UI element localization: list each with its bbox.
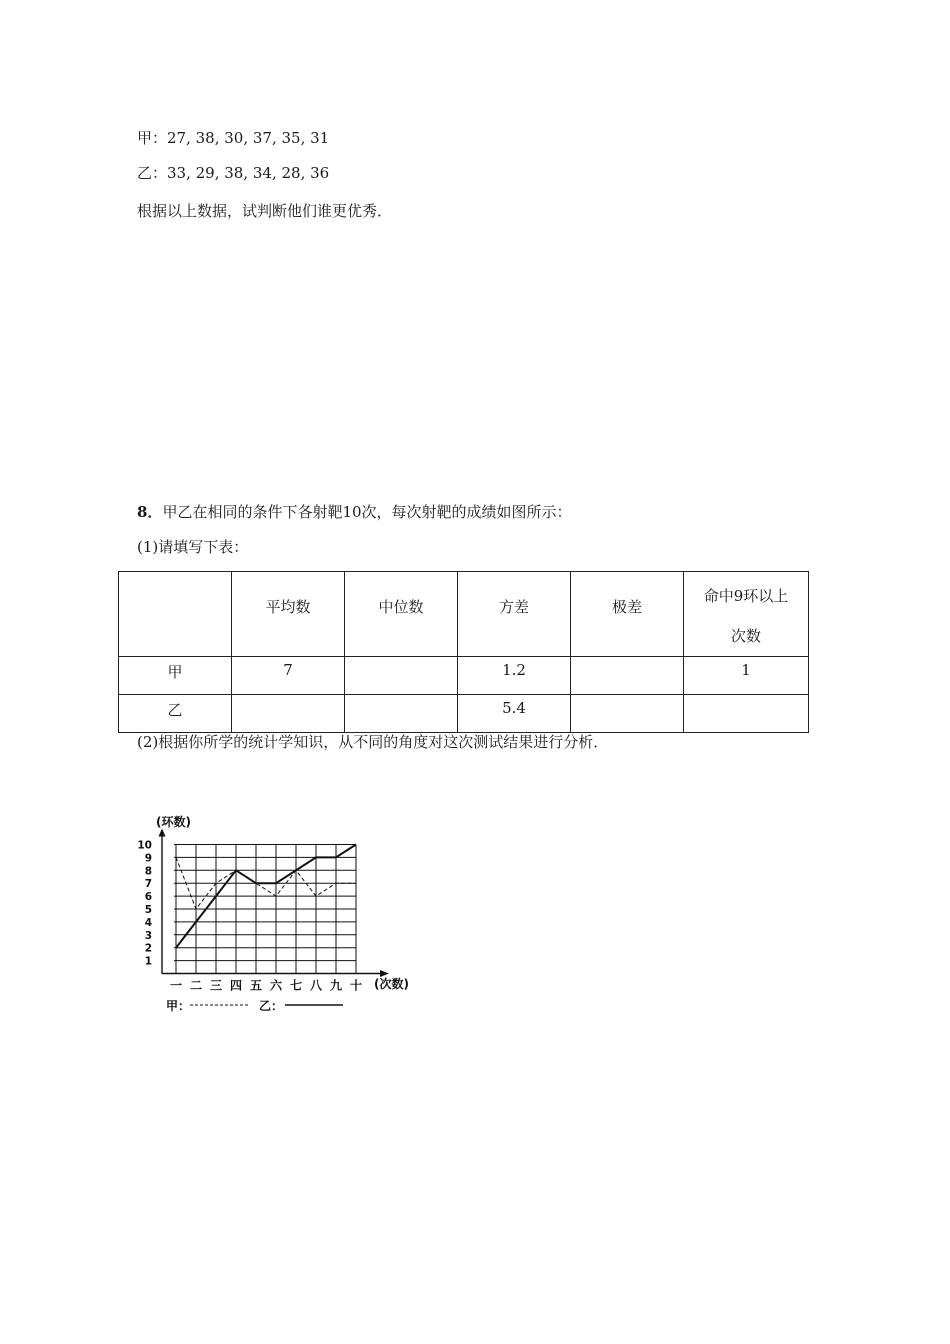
chart-legend xyxy=(166,999,343,1013)
row-name: 甲 xyxy=(119,657,232,695)
x-tick-label: 二 xyxy=(189,978,203,993)
y-tick-label: 4 xyxy=(144,916,152,929)
question-8-number: 8． xyxy=(137,503,163,521)
x-tick-label: 三 xyxy=(209,978,223,993)
cell-hits[interactable] xyxy=(684,695,809,733)
y-tick-label: 3 xyxy=(144,929,152,942)
x-tick-labels xyxy=(170,978,362,993)
header-variance: 方差 xyxy=(458,572,571,657)
cell-mean[interactable] xyxy=(232,695,345,733)
question-8 xyxy=(137,502,572,522)
y-tick-label: 8 xyxy=(144,865,152,878)
y-tick-label: 2 xyxy=(144,942,152,955)
legend-yi-label: 乙： xyxy=(259,999,284,1013)
y-axis-arrow xyxy=(159,829,166,837)
y-axis-label: (环数) xyxy=(156,815,191,829)
y-tick-label: 9 xyxy=(144,852,152,865)
x-tick-label: 四 xyxy=(229,978,243,993)
x-tick-label: 一 xyxy=(169,978,183,993)
y-tick-label: 6 xyxy=(144,891,152,904)
header-range: 极差 xyxy=(571,572,684,657)
statistics-table xyxy=(118,571,809,733)
header-hits-line1: 命中9环以上 xyxy=(703,587,789,605)
x-tick-label: 八 xyxy=(309,978,323,993)
header-hits-line2: 次数 xyxy=(730,627,761,645)
table-header-row xyxy=(119,572,809,657)
y-tick-labels xyxy=(137,840,152,968)
cell-variance[interactable]: 5.4 xyxy=(458,695,571,733)
cell-range[interactable] xyxy=(571,657,684,695)
row-name: 乙 xyxy=(119,695,232,733)
table-row xyxy=(119,657,809,695)
y-tick-label: 7 xyxy=(144,878,152,891)
x-tick-label: 十 xyxy=(349,978,363,993)
shooting-scores-chart xyxy=(137,808,430,1023)
yi-scores-line: 乙：33, 29, 38, 34, 28, 36 xyxy=(137,164,330,182)
x-tick-label: 六 xyxy=(269,978,283,993)
cell-median[interactable] xyxy=(345,657,458,695)
header-hits xyxy=(684,572,809,657)
chart-grid xyxy=(174,845,356,974)
x-tick-label: 五 xyxy=(249,978,263,993)
question-8-part-1: (1)请填写下表： xyxy=(137,538,249,556)
question-8-part-2: (2)根据你所学的统计学知识，从不同的角度对这次测试结果进行分析． xyxy=(137,733,609,751)
header-empty xyxy=(119,572,232,657)
cell-hits[interactable]: 1 xyxy=(684,657,809,695)
header-mean: 平均数 xyxy=(232,572,345,657)
question-8-text: 甲乙在相同的条件下各射靶10次，每次射靶的成绩如图所示： xyxy=(162,503,572,521)
y-tick-label: 5 xyxy=(144,904,152,916)
legend-jia-label: 甲： xyxy=(166,999,191,1013)
jia-scores-line: 甲：27, 38, 30, 37, 35, 31 xyxy=(137,129,330,147)
x-tick-label: 九 xyxy=(329,978,343,993)
cell-mean[interactable]: 7 xyxy=(232,657,345,695)
cell-range[interactable] xyxy=(571,695,684,733)
header-median: 中位数 xyxy=(345,572,458,657)
judge-question: 根据以上数据，试判断他们谁更优秀． xyxy=(137,202,393,220)
x-tick-label: 七 xyxy=(289,978,303,993)
y-tick-label: 1 xyxy=(144,955,152,968)
x-axis-label: (次数) xyxy=(374,977,409,991)
y-tick-label: 10 xyxy=(137,839,152,852)
x-axis-arrow xyxy=(380,970,389,977)
table-row xyxy=(119,695,809,733)
cell-median[interactable] xyxy=(345,695,458,733)
cell-variance[interactable]: 1.2 xyxy=(458,657,571,695)
